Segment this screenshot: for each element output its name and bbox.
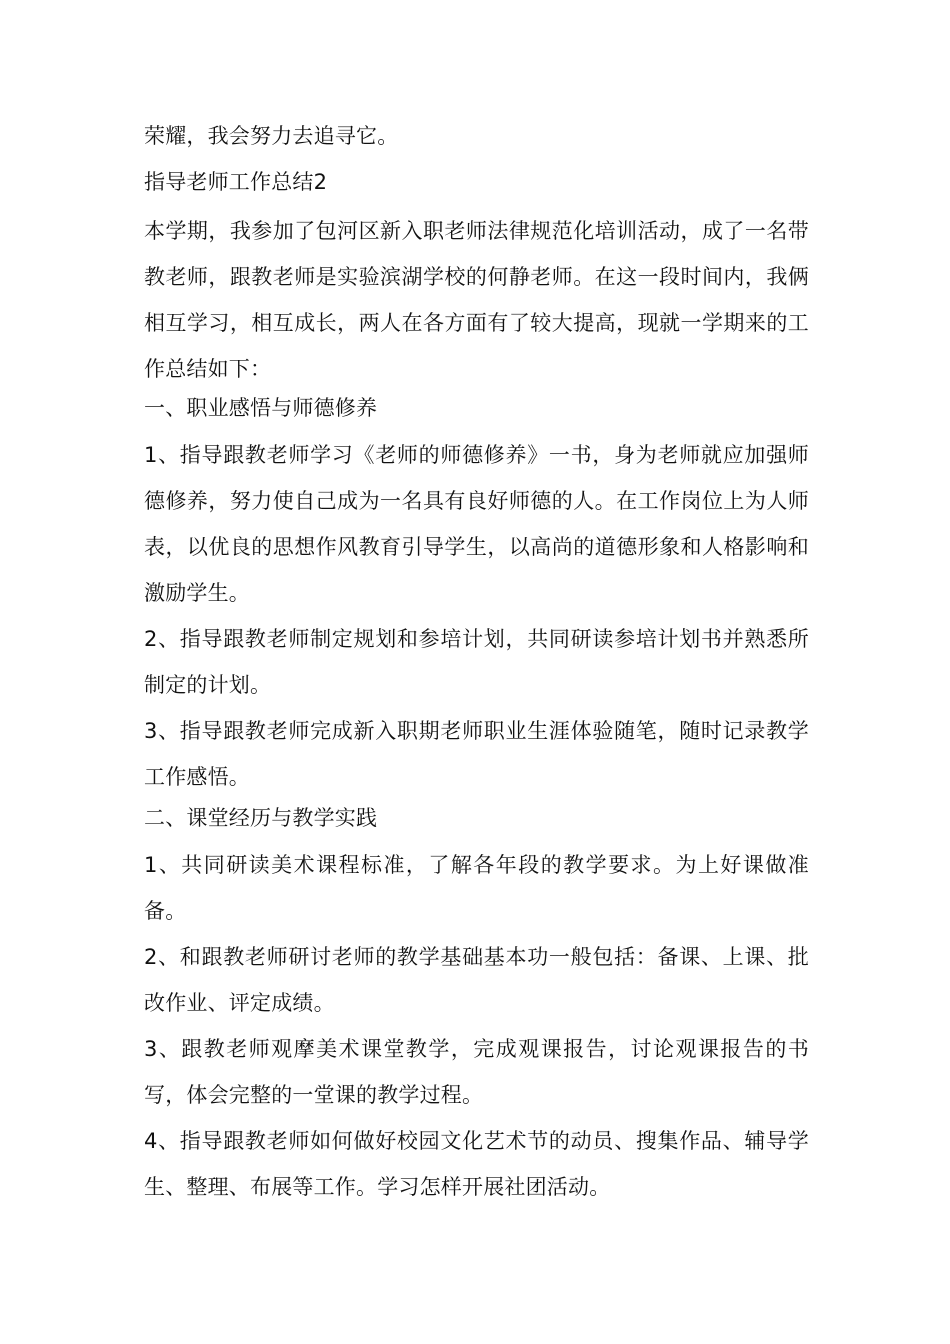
section-title: 指导老师工作总结2	[144, 170, 328, 194]
intro-paragraph: 本学期，我参加了包河区新入职老师法律规范化培训活动，成了一名带教老师，跟教老师是实验滨湖学校的何静老师。在这一段时间内，我俩相互学习，相互成长，两人在各方面有了较大提高，现就一学期来的工作总结如下：	[144, 219, 809, 381]
item-2-4: 4、指导跟教老师如何做好校园文化艺术节的动员、搜集作品、辅导学生、整理、布展等工作。学习怎样开展社团活动。	[144, 1129, 809, 1199]
item-2-1: 1、共同研读美术课程标准，了解各年段的教学要求。为上好课做准备。	[144, 853, 809, 923]
item-1-1: 1、指导跟教老师学习《老师的师德修养》一书，身为老师就应加强师德修养，努力使自己成为一名具有良好师德的人。在工作岗位上为人师表，以优良的思想作风教育引导学生，以高尚的道德形象和人格影响和激励学生。	[144, 443, 809, 605]
item-1-3: 3、指导跟教老师完成新入职期老师职业生涯体验随笔，随时记录教学工作感悟。	[144, 719, 809, 789]
paragraph-continuation: 荣耀，我会努力去追寻它。	[144, 124, 399, 148]
item-1-2: 2、指导跟教老师制定规划和参培计划，共同研读参培计划书并熟悉所制定的计划。	[144, 627, 809, 697]
item-2-2: 2、和跟教老师研讨老师的教学基础基本功一般包括：备课、上课、批改作业、评定成绩。	[144, 945, 809, 1015]
item-2-3: 3、跟教老师观摩美术课堂教学，完成观课报告，讨论观课报告的书写，体会完整的一堂课的教学过程。	[144, 1037, 809, 1107]
heading-one: 一、职业感悟与师德修养	[144, 396, 378, 420]
heading-two: 二、课堂经历与教学实践	[144, 806, 378, 830]
